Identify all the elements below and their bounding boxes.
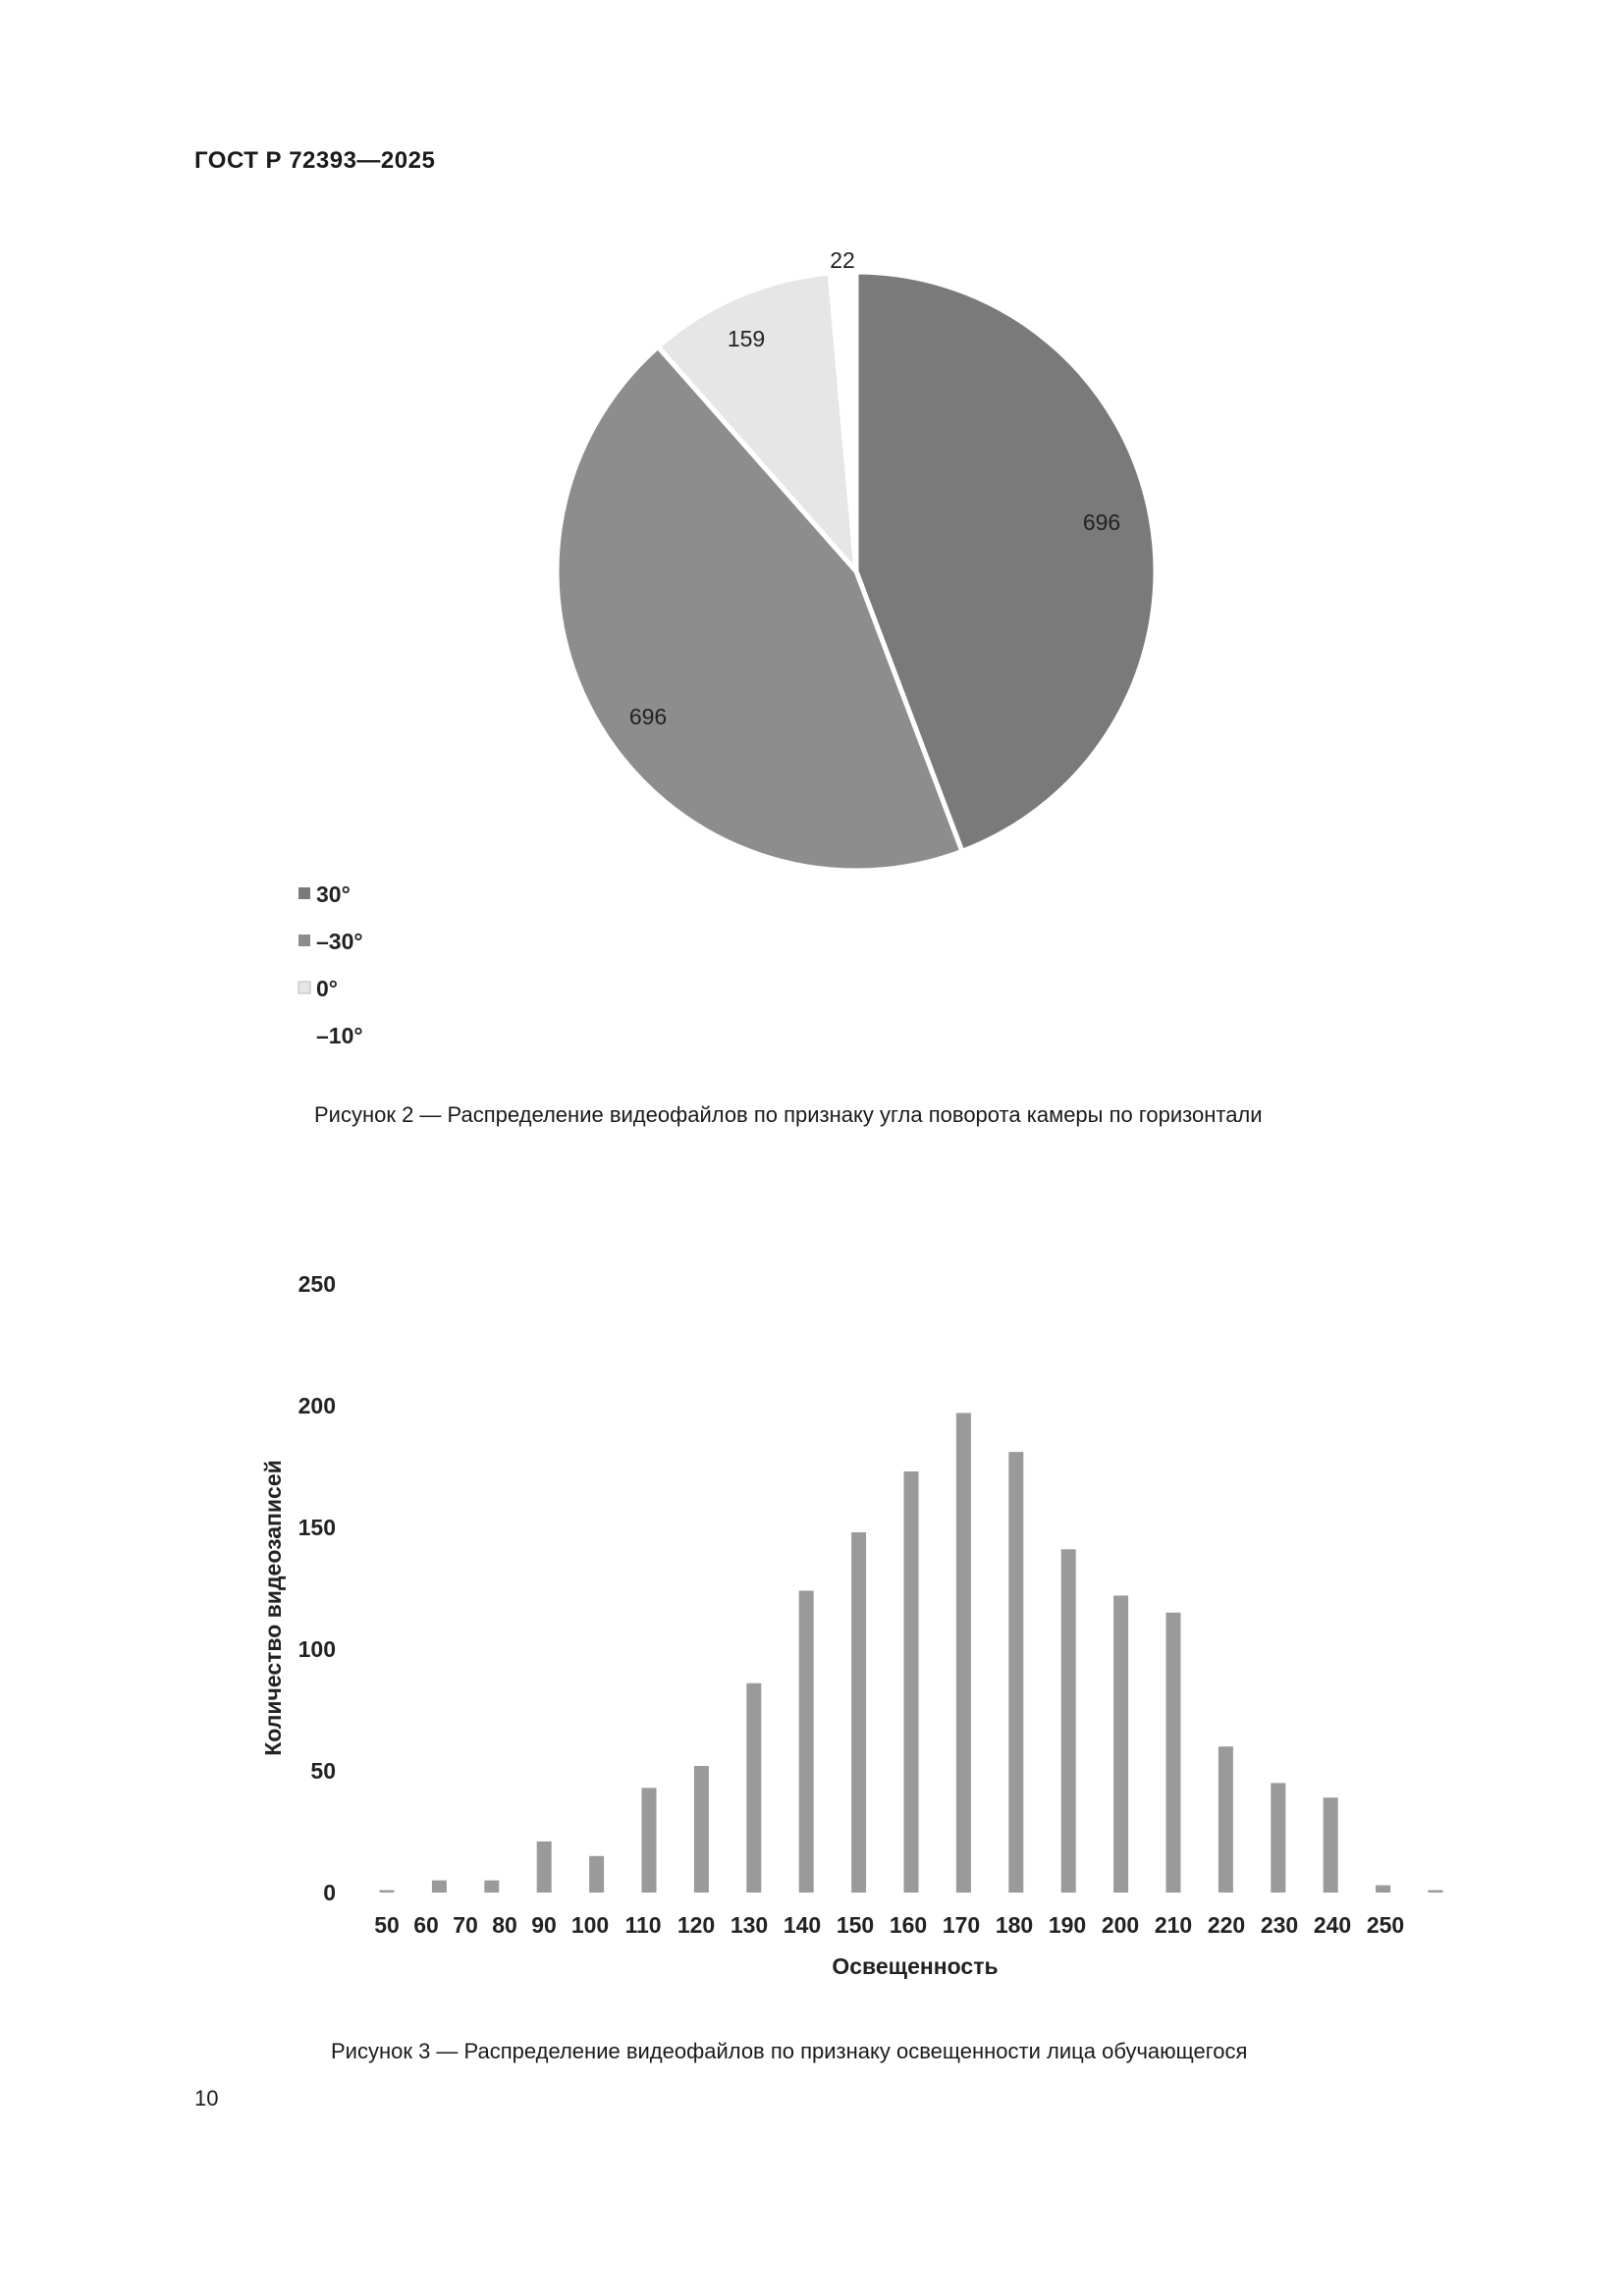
- bar: [1061, 1549, 1076, 1893]
- x-tick-label: 80: [492, 1912, 517, 1938]
- x-tick-label: 120: [677, 1912, 716, 1938]
- x-tick-label: 180: [995, 1912, 1034, 1938]
- bar: [746, 1683, 761, 1893]
- x-tick-label: 90: [531, 1912, 557, 1938]
- y-tick-label: 0: [323, 1880, 336, 1905]
- y-tick-label: 100: [298, 1636, 336, 1662]
- bar: [589, 1856, 604, 1893]
- x-tick-label: 100: [570, 1912, 610, 1938]
- y-tick-label: 200: [298, 1393, 336, 1418]
- bar: [537, 1842, 552, 1893]
- y-axis-label: Количество видеозаписей: [260, 1460, 286, 1756]
- bar: [1271, 1783, 1285, 1893]
- document-code-header: ГОСТ Р 72393—2025: [194, 147, 436, 174]
- bar: [799, 1590, 814, 1893]
- y-tick-label: 250: [298, 1271, 336, 1297]
- x-tick-label: 170: [942, 1912, 981, 1938]
- bar: [1324, 1797, 1338, 1893]
- legend-label: 0°: [316, 976, 338, 1001]
- bar: [851, 1532, 866, 1893]
- bar: [1218, 1746, 1233, 1893]
- x-tick-label: 150: [836, 1912, 875, 1938]
- x-tick-label: 190: [1048, 1912, 1087, 1938]
- bar: [432, 1881, 447, 1893]
- page-number: 10: [194, 2086, 219, 2110]
- y-tick-label: 150: [298, 1515, 336, 1540]
- bar: [956, 1413, 971, 1893]
- figure-3-caption: Рисунок 3 — Распределение видеофайлов по признаку освещенности лица обучающегося: [331, 2039, 1248, 2063]
- legend-label: –30°: [316, 929, 363, 954]
- pie-value-label: 696: [1082, 509, 1121, 535]
- bar: [904, 1471, 919, 1893]
- legend-label: 30°: [316, 881, 351, 907]
- bar: [694, 1766, 709, 1893]
- x-tick-label: 250: [1366, 1912, 1405, 1938]
- bar: [484, 1881, 499, 1893]
- x-axis-label: Освещенность: [832, 1953, 999, 1979]
- bar: [1113, 1595, 1128, 1893]
- x-tick-label: 230: [1260, 1912, 1299, 1938]
- pie-value-label: 159: [727, 326, 766, 351]
- x-tick-label: 210: [1154, 1912, 1193, 1938]
- pie-value-label: 22: [830, 247, 855, 273]
- figure-2-caption: Рисунок 2 — Распределение видеофайлов по признаку угла поворота камеры по горизонтали: [314, 1102, 1263, 1127]
- bar: [642, 1788, 657, 1893]
- bar: [380, 1891, 395, 1893]
- x-tick-label: 60: [413, 1912, 439, 1938]
- pie-value-label: 696: [628, 704, 668, 729]
- x-tick-label: 110: [624, 1912, 662, 1938]
- x-tick-label: 50: [374, 1912, 400, 1938]
- x-tick-label: 130: [730, 1912, 769, 1938]
- bar: [1376, 1886, 1390, 1893]
- x-tick-label: 240: [1313, 1912, 1352, 1938]
- y-tick-label: 50: [310, 1758, 336, 1784]
- bar: [1166, 1613, 1181, 1893]
- x-tick-label: 220: [1207, 1912, 1246, 1938]
- x-tick-label: 160: [889, 1912, 928, 1938]
- x-tick-label: 200: [1101, 1912, 1140, 1938]
- bar: [1008, 1452, 1023, 1893]
- x-tick-label: 70: [453, 1912, 478, 1938]
- legend-label: –10°: [316, 1023, 363, 1048]
- x-tick-label: 140: [783, 1912, 822, 1938]
- bar: [1429, 1891, 1443, 1893]
